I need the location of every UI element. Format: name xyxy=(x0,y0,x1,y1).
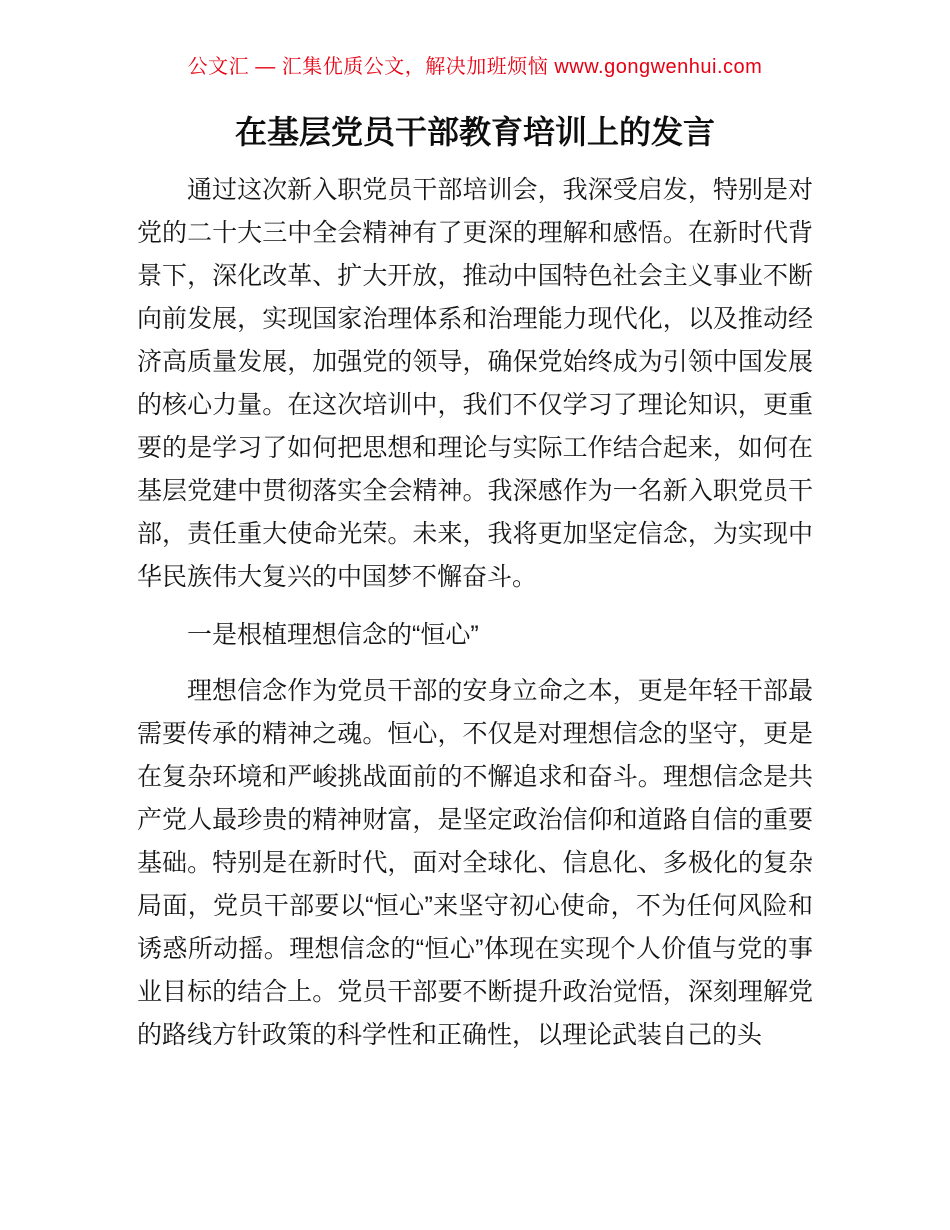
paragraph-ideal-belief: 理想信念作为党员干部的安身立命之本，更是年轻干部最需要传承的精神之魂。恒心，不仅是对理想信念的坚守，更是在复杂环境和严峻挑战面前的不懈追求和奋斗。理想信念是共产党人最珍贵的精神财富，是坚定政治信仰和道路自信的重要基础。特别是在新时代，面对全球化、信息化、多极化的复杂局面，党员干部要以“恒心”来坚守初心使命，不为任何风险和诱惑所动摇。理想信念的“恒心”体现在实现个人价值与党的事业目标的结合上。党员干部要不断提升政治觉悟，深刻理解党的路线方针政策的科学性和正确性，以理论武装自己的头 xyxy=(137,677,813,1049)
document-title: 在基层党员干部教育培训上的发言 xyxy=(234,114,715,150)
site-watermark-header: 公文汇 — 汇集优质公文，解决加班烦恼 www.gongwenhui.com xyxy=(187,56,763,78)
document-body xyxy=(137,108,813,1057)
paragraph-intro: 通过这次新入职党员干部培训会，我深受启发，特别是对党的二十大三中全会精神有了更深的理解和感悟。在新时代背景下，深化改革、扩大开放，推动中国特色社会主义事业不断向前发展，实现国家治理体系和治理能力现代化，以及推动经济高质量发展，加强党的领导，确保党始终成为引领中国发展的核心力量。在这次培训中，我们不仅学习了理论知识，更重要的是学习了如何把思想和理论与实际工作结合起来，如何在基层党建中贯彻落实全会精神。我深感作为一名新入职党员干部，责任重大使命光荣。未来，我将更加坚定信念，为实现中华民族伟大复兴的中国梦不懈奋斗。 xyxy=(137,176,813,591)
section-heading-first-point: 一是根植理想信念的“恒心” xyxy=(187,621,479,649)
